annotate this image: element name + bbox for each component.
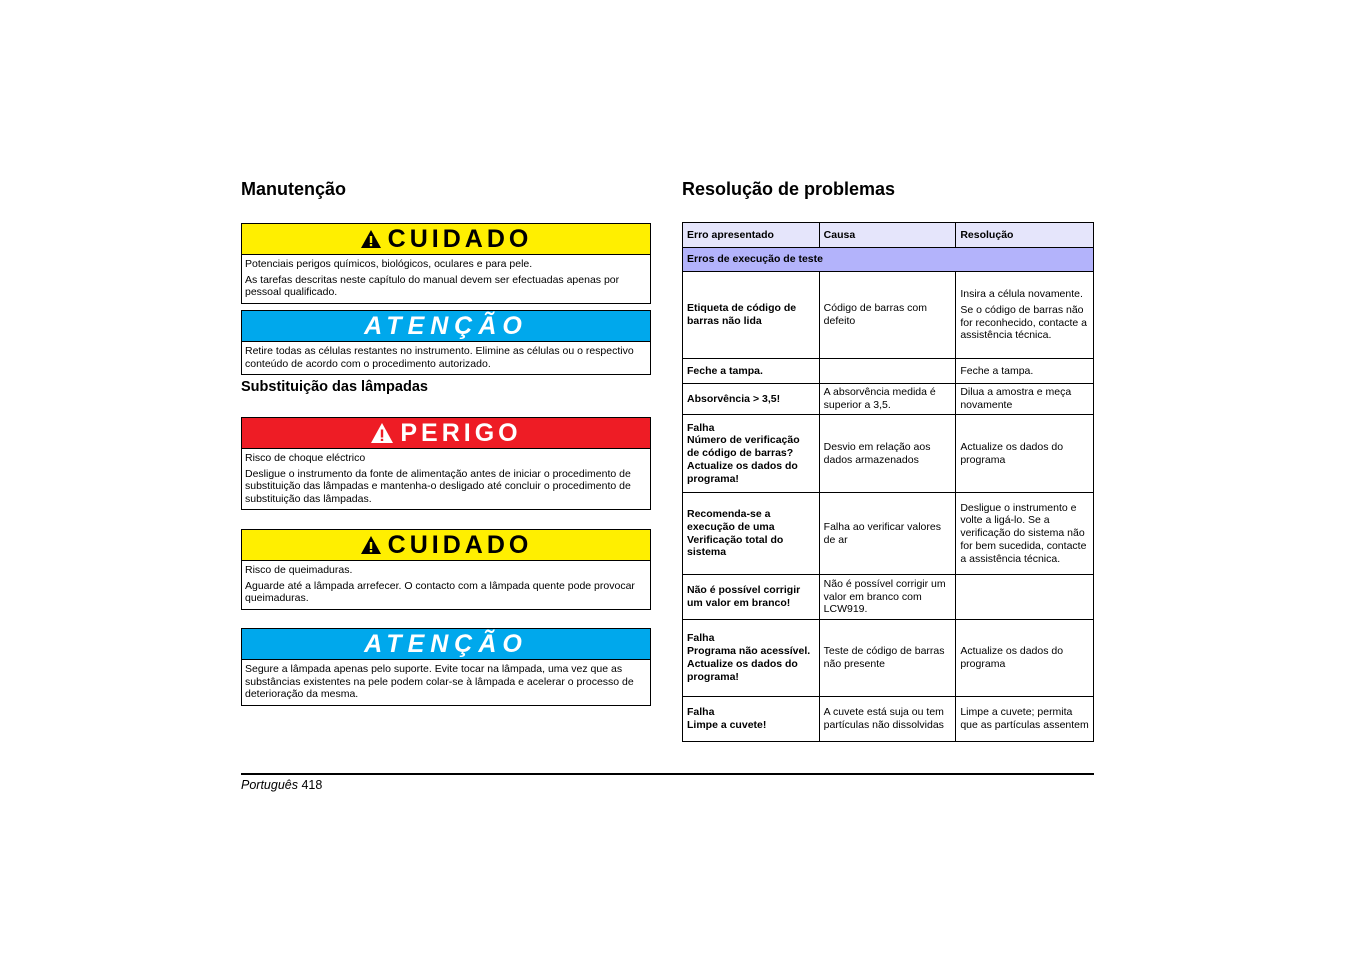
solution-cell: [956, 620, 1094, 697]
warning-banner: [242, 629, 650, 660]
cell-text: Não é possível corrigir um valor em branco!: [687, 584, 801, 609]
solution-cell: [956, 493, 1094, 575]
table-row: [683, 575, 1094, 620]
cell-text: A absorvência medida é superior a 3,5.: [823, 386, 936, 411]
cell-text: Actualize os dados do programa: [960, 440, 1064, 466]
notice-text: Risco de queimaduras.: [245, 564, 353, 576]
cause-cell: [819, 697, 956, 742]
cell-text: Teste de código de barras não presente: [823, 645, 945, 670]
cell-text: Falha ao verificar valores de ar: [823, 520, 941, 546]
table-row: [683, 697, 1094, 742]
cell-text: Recomenda-se a execução de uma Verificação total do sistema: [687, 507, 784, 559]
cell-text: Actualize os dados do programa!: [687, 658, 798, 683]
notice-text: Potenciais perigos químicos, biológicos, oculares e para pele.: [245, 258, 533, 270]
cell-text: A cuvete está suja ou tem partículas não dissolvidas: [823, 706, 944, 731]
warning-banner: [242, 311, 650, 342]
danger-banner: [242, 418, 650, 449]
cell-text: Número de verificação de código de barras?: [687, 434, 800, 460]
cause-cell: [819, 384, 956, 415]
footer-language: Português: [241, 778, 298, 792]
error-cell: [683, 697, 820, 742]
cause-cell: [819, 415, 956, 493]
warning-triangle-icon: [360, 229, 382, 249]
error-cell: [683, 575, 820, 620]
notice-text: Segure a lâmpada apenas pelo suporte. Evite tocar na lâmpada, uma vez que as substâncias existentes na pele podem colar-se à lâmpada e acelerar o processo de deterioração da mesma.: [245, 663, 634, 701]
warning-label: ATENÇÃO: [364, 311, 528, 340]
page-footer: [241, 778, 322, 792]
warning-label: ATENÇÃO: [364, 629, 528, 658]
cell-text: Programa não acessível.: [687, 645, 811, 658]
error-cell: [683, 359, 820, 384]
section-title-maintenance: Manutenção: [241, 179, 347, 199]
column-header: Resolução: [956, 223, 1094, 248]
caution-banner: [242, 224, 650, 255]
cell-text: Desvio em relação aos dados armazenados: [823, 440, 931, 466]
error-cell: [683, 620, 820, 697]
section-title-troubleshooting: Resolução de problemas: [682, 179, 896, 199]
error-cell: [683, 493, 820, 575]
error-cell: [683, 384, 820, 415]
cause-cell: [819, 493, 956, 575]
cell-text: Não é possível corrigir um valor em branco com LCW919.: [823, 577, 946, 616]
column-header: Causa: [819, 223, 956, 248]
solution-cell: [956, 384, 1094, 415]
caution-banner: [242, 530, 650, 561]
warning-triangle-icon: [370, 422, 394, 444]
table-row: [683, 620, 1094, 697]
table-row: [683, 384, 1094, 415]
table-header-row: [683, 223, 1094, 248]
table-row: [683, 415, 1094, 493]
cause-cell: [819, 359, 956, 384]
notice-text: As tarefas descritas neste capítulo do manual devem ser efectuadas apenas por pessoal qualificado.: [245, 273, 620, 299]
table-row: [683, 493, 1094, 575]
cell-text: Desligue o instrumento e volte a ligá-lo. Se a verificação do sistema não for bem sucedida, contacte a assistência técnica.: [960, 501, 1087, 565]
error-cell: [683, 272, 820, 359]
cell-text: Insira a célula novamente.: [960, 287, 1083, 300]
danger-label: PERIGO: [400, 418, 522, 447]
notice-text: Risco de choque eléctrico: [245, 452, 366, 464]
troubleshooting-table: [682, 222, 1094, 742]
cell-text: Falha: [687, 421, 715, 434]
caution-label: CUIDADO: [387, 224, 533, 253]
notice-text: Desligue o instrumento da fonte de alimentação antes de iniciar o procedimento de substituição das lâmpadas e mantenha-o desligado até concluir o procedimento de substituição das lâmpadas.: [245, 467, 631, 505]
cause-cell: [819, 575, 956, 620]
solution-cell: [956, 697, 1094, 742]
warning-notice-lamp-handling: [241, 628, 651, 706]
warning-notice-cells: [241, 310, 651, 375]
solution-cell: [956, 575, 1094, 620]
caution-notice-chemical: [241, 223, 651, 304]
solution-cell: [956, 359, 1094, 384]
notice-text: Retire todas as células restantes no instrumento. Elimine as células ou o respectivo conteúdo de acordo com o procedimento autorizado.: [245, 345, 634, 370]
subsection-title-lamp-replacement: Substituição das lâmpadas: [241, 379, 428, 395]
footer-rule: [241, 773, 1094, 775]
column-header: Erro apresentado: [683, 223, 820, 248]
cause-cell: [819, 620, 956, 697]
table-row: [683, 272, 1094, 359]
cell-text: Feche a tampa.: [687, 364, 763, 377]
cell-text: Se o código de barras não for reconhecido, contacte a assistência técnica.: [960, 303, 1088, 342]
cell-text: Actualize os dados do programa!: [687, 459, 798, 485]
caution-label: CUIDADO: [387, 530, 533, 559]
section-label: Erros de execução de teste: [683, 248, 1094, 272]
cell-text: Falha: [687, 706, 715, 719]
cell-text: Limpe a cuvete; permita que as partículas assentem: [960, 706, 1089, 731]
cell-text: Feche a tampa.: [960, 364, 1034, 377]
cell-text: Código de barras com defeito: [823, 302, 927, 327]
caution-notice-burns: [241, 529, 651, 610]
table-row: [683, 359, 1094, 384]
page-number: 418: [301, 778, 323, 792]
cell-text: Actualize os dados do programa: [960, 645, 1064, 670]
cell-text: Limpe a cuvete!: [687, 719, 767, 731]
table-section-row: [683, 248, 1094, 272]
cell-text: Dilua a amostra e meça novamente: [960, 386, 1072, 411]
cell-text: Absorvência > 3,5!: [687, 392, 781, 405]
cell-text: Etiqueta de código de barras não lida: [687, 302, 797, 327]
warning-triangle-icon: [360, 535, 382, 555]
cause-cell: [819, 272, 956, 359]
solution-cell: [956, 415, 1094, 493]
notice-text: Aguarde até a lâmpada arrefecer. O contacto com a lâmpada quente pode provocar queimaduras.: [245, 579, 635, 605]
solution-cell: [956, 272, 1094, 359]
danger-notice-electric: [241, 417, 651, 510]
cell-text: Falha: [687, 632, 715, 645]
error-cell: [683, 415, 820, 493]
